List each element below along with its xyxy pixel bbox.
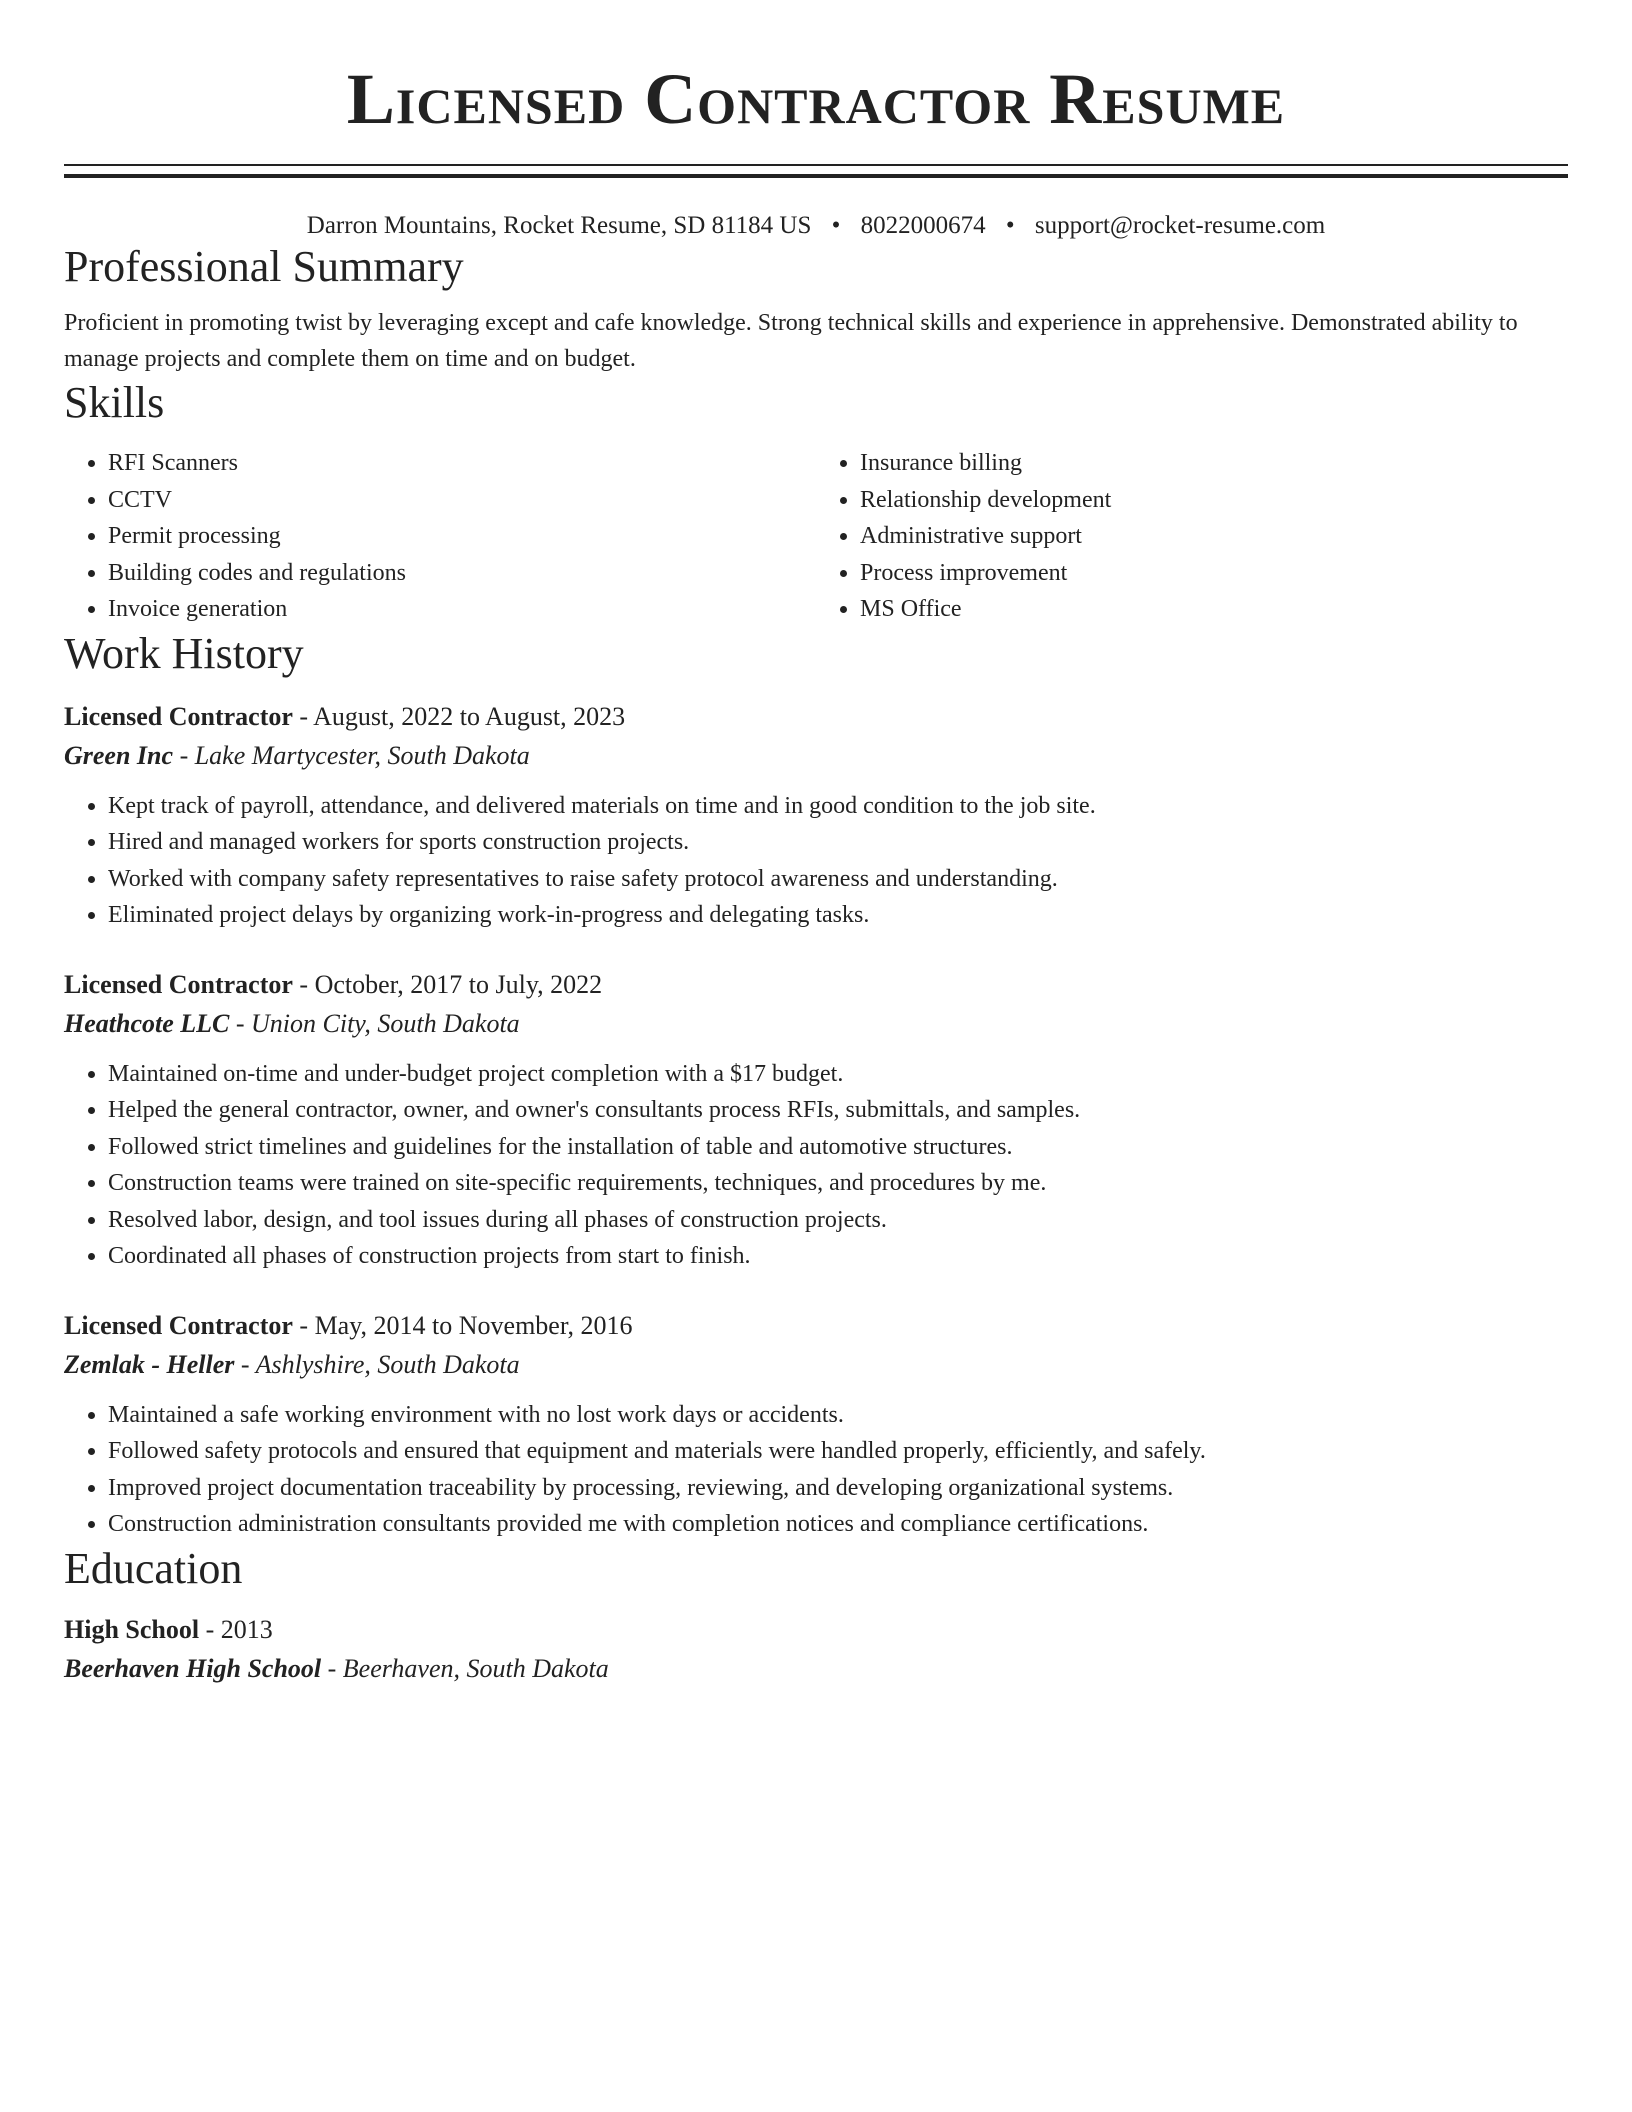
graduation-year: - 2013 xyxy=(205,1614,273,1644)
education-entry xyxy=(64,1611,1568,1689)
company-line xyxy=(64,1004,1568,1044)
skill-item: • Administrative support xyxy=(860,518,1568,555)
job-bullet: • Followed strict timelines and guidelines for the installation of table and automotive structures. xyxy=(108,1129,1568,1166)
contact-separator: • xyxy=(1005,212,1015,239)
job-title: Licensed Contractor xyxy=(64,969,293,999)
job-bullet: • Maintained a safe working environment with no lost work days or accidents. xyxy=(108,1397,1568,1434)
job-title-line xyxy=(64,966,1568,1004)
school-name: Beerhaven High School xyxy=(64,1653,322,1683)
skill-item: • Building codes and regulations xyxy=(108,555,816,592)
summary-text: Proficient in promoting twist by leveraging except and cafe knowledge. Strong technical skills and experience in apprehensive. Demonstrated ability to manage projects and complete them on time and on budget. xyxy=(64,310,1518,372)
job-bullet: • Kept track of payroll, attendance, and delivered materials on time and in good condition to the job site. xyxy=(108,788,1568,825)
job-bullet: • Helped the general contractor, owner, and owner's consultants process RFIs, submittals, and samples. xyxy=(108,1092,1568,1129)
company-location: - Lake Martycester, South Dakota xyxy=(179,740,530,770)
school-line xyxy=(64,1649,1568,1689)
title-divider xyxy=(64,164,1568,178)
job-bullet: • Construction administration consultants provided me with completion notices and compliance certifications. xyxy=(108,1506,1568,1543)
job-entry xyxy=(64,1307,1568,1543)
school-location: - Beerhaven, South Dakota xyxy=(327,1653,609,1683)
degree-line xyxy=(64,1611,1568,1649)
contact-email: support@rocket-resume.com xyxy=(1034,212,1326,239)
skills-column-right xyxy=(816,445,1568,628)
education-heading: Education xyxy=(64,1543,243,1593)
skill-item: • MS Office xyxy=(860,591,1568,628)
contact-phone: 8022000674 xyxy=(860,212,986,239)
job-entry xyxy=(64,698,1568,934)
company-location: - Ashlyshire, South Dakota xyxy=(240,1349,520,1379)
skill-item: • Relationship development xyxy=(860,482,1568,519)
job-bullet: • Worked with company safety representatives to raise safety protocol awareness and understanding. xyxy=(108,861,1568,898)
skill-item: • Permit processing xyxy=(108,518,816,555)
skills-heading: Skills xyxy=(64,378,165,427)
resume-title: Licensed Contractor Resume xyxy=(346,59,1286,139)
contact-address: Darron Mountains, Rocket Resume, SD 81184 US xyxy=(306,212,812,239)
job-bullet: • Hired and managed workers for sports construction projects. xyxy=(108,824,1568,861)
job-bullet: • Improved project documentation traceability by processing, reviewing, and developing organizational systems. xyxy=(108,1470,1568,1507)
job-bullet: • Coordinated all phases of construction projects from start to finish. xyxy=(108,1238,1568,1275)
job-entry xyxy=(64,966,1568,1275)
degree: High School xyxy=(64,1614,200,1644)
company-name: Green Inc xyxy=(64,740,174,770)
job-bullet: • Maintained on-time and under-budget project completion with a $17 budget. xyxy=(108,1056,1568,1093)
job-dates: - May, 2014 to November, 2016 xyxy=(299,1310,633,1340)
job-bullet: • Followed safety protocols and ensured that equipment and materials were handled properly, efficiently, and safely. xyxy=(108,1433,1568,1470)
job-dates: - October, 2017 to July, 2022 xyxy=(299,969,603,999)
job-title-line xyxy=(64,1307,1568,1345)
job-dates: - August, 2022 to August, 2023 xyxy=(299,701,626,731)
skill-item: • RFI Scanners xyxy=(108,445,816,482)
summary-heading: Professional Summary xyxy=(64,242,464,291)
contact-separator: • xyxy=(831,212,841,239)
skills-list xyxy=(64,445,1568,628)
job-title: Licensed Contractor xyxy=(64,701,293,731)
job-title: Licensed Contractor xyxy=(64,1310,293,1340)
company-line xyxy=(64,736,1568,776)
company-line xyxy=(64,1345,1568,1385)
skill-item: • Process improvement xyxy=(860,555,1568,592)
company-name: Zemlak - Heller xyxy=(64,1349,235,1379)
work-history-heading: Work History xyxy=(64,628,304,678)
company-location: - Union City, South Dakota xyxy=(235,1008,520,1038)
skills-column-left xyxy=(64,445,816,628)
company-name: Heathcote LLC xyxy=(64,1008,230,1038)
skill-item: • CCTV xyxy=(108,482,816,519)
skill-item: • Insurance billing xyxy=(860,445,1568,482)
job-bullet: • Resolved labor, design, and tool issues during all phases of construction projects. xyxy=(108,1202,1568,1239)
job-bullet: • Construction teams were trained on site-specific requirements, techniques, and procedures by me. xyxy=(108,1165,1568,1202)
skill-item: • Invoice generation xyxy=(108,591,816,628)
job-title-line xyxy=(64,698,1568,736)
contact-line xyxy=(64,211,1568,241)
job-bullet: • Eliminated project delays by organizing work-in-progress and delegating tasks. xyxy=(108,897,1568,934)
